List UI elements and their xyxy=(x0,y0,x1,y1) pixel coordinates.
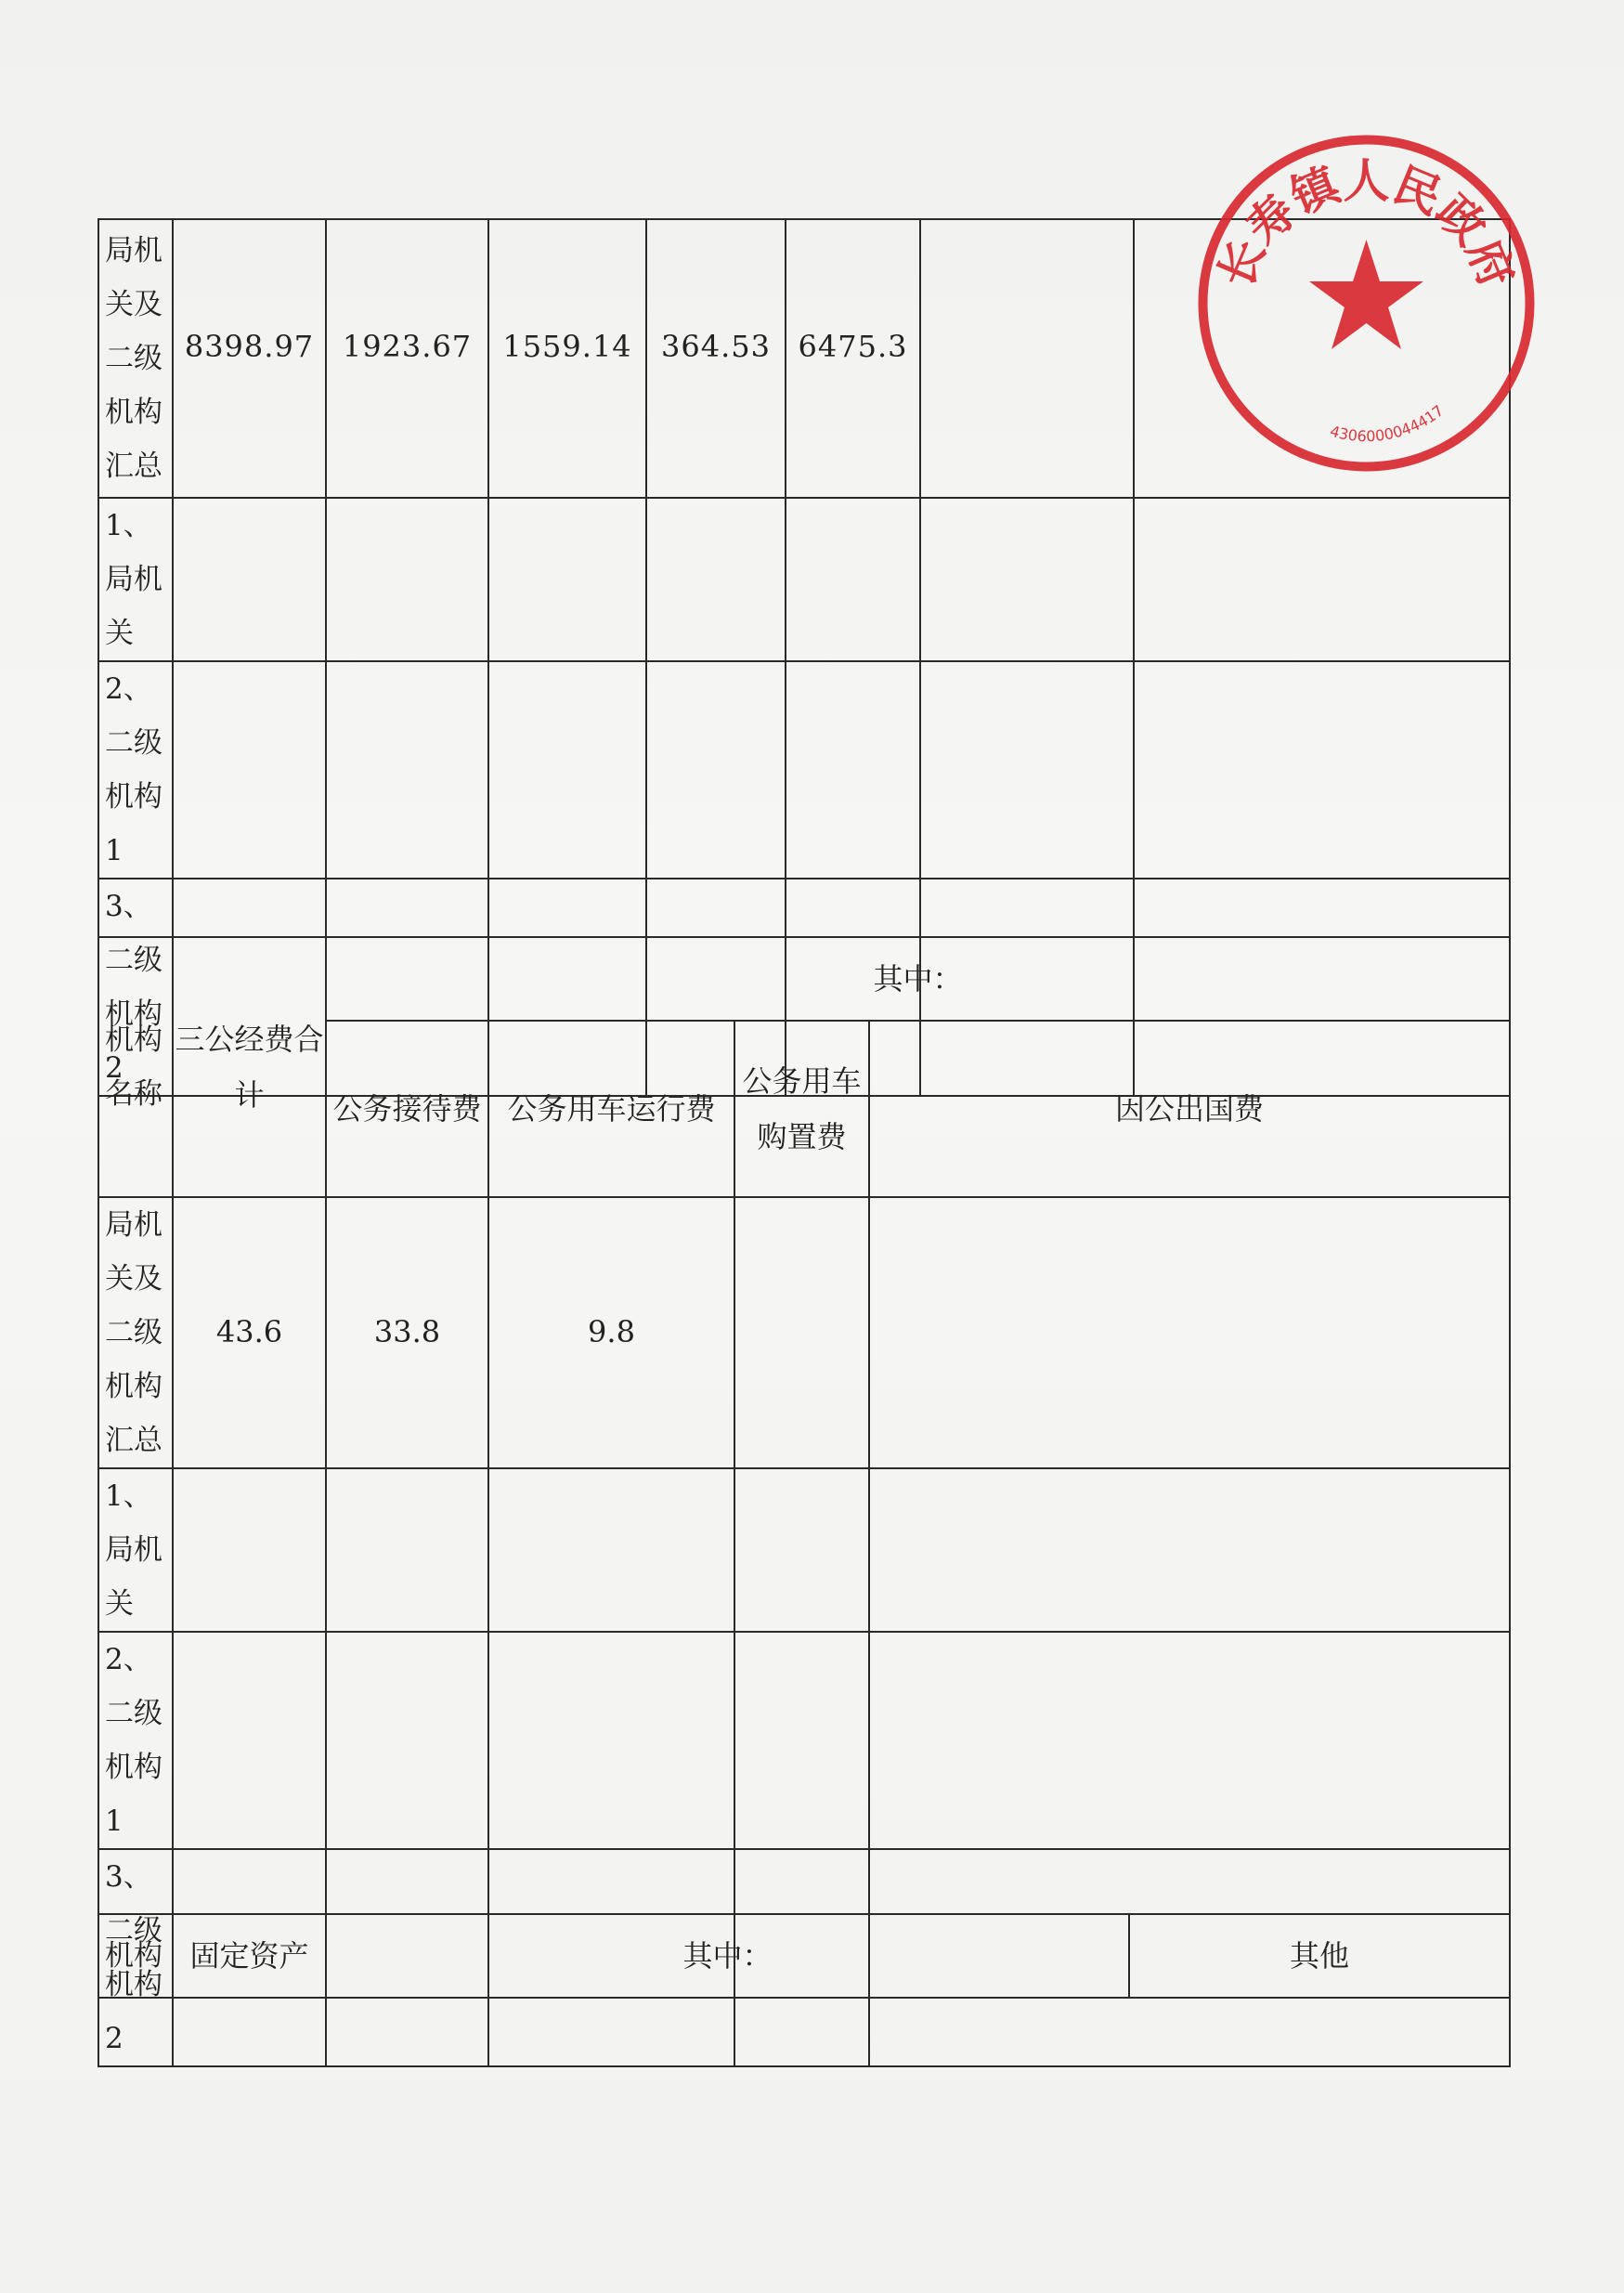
fixed-assets-header: 固定资产 xyxy=(173,1914,326,1998)
value-cell xyxy=(488,1632,734,1849)
value-cell xyxy=(1134,498,1510,661)
value-cell xyxy=(786,498,920,661)
value-cell xyxy=(173,661,326,879)
fixed-assets-table xyxy=(97,1913,1511,1999)
value-cell: 8398.97 xyxy=(173,219,326,498)
org-name-cell: 2、二级机构1 xyxy=(98,661,173,879)
value-cell xyxy=(869,1197,1510,1468)
table-row xyxy=(98,661,1510,879)
reception-header: 公务接待费 xyxy=(326,1021,488,1197)
value-cell xyxy=(326,661,488,879)
value-cell xyxy=(646,661,786,879)
table-row xyxy=(98,1197,1510,1468)
value-cell xyxy=(920,219,1134,498)
value-cell xyxy=(869,1632,1510,1849)
value-cell xyxy=(326,498,488,661)
value-cell xyxy=(920,498,1134,661)
value-cell xyxy=(734,1468,869,1632)
three-public-expenses-table xyxy=(97,936,1511,2067)
table-row xyxy=(98,1468,1510,1632)
value-cell xyxy=(646,498,786,661)
vehicle-purchase-header: 公务用车购置费 xyxy=(734,1021,869,1197)
value-cell xyxy=(920,661,1134,879)
value-cell xyxy=(326,1468,488,1632)
org-name-cell: 局机关及二级机构汇总 xyxy=(98,219,173,498)
value-cell: 6475.3 xyxy=(786,219,920,498)
other-header: 其他 xyxy=(1129,1914,1510,1998)
org-name-cell: 1、局机关 xyxy=(98,1468,173,1632)
value-cell: 1923.67 xyxy=(326,219,488,498)
overseas-header: 因公出国费 xyxy=(869,1021,1510,1197)
star-icon xyxy=(1309,240,1423,349)
total-header: 三公经费合计 xyxy=(173,937,326,1197)
org-name-cell: 1、局机关 xyxy=(98,498,173,661)
vehicle-operation-header: 公务用车运行费 xyxy=(488,1021,734,1197)
value-cell xyxy=(173,1468,326,1632)
org-name-cell: 3、二级机构2 xyxy=(98,879,173,1096)
value-cell: 33.8 xyxy=(326,1197,488,1468)
value-cell: 9.8 xyxy=(488,1197,734,1468)
value-cell xyxy=(488,498,646,661)
value-cell xyxy=(786,661,920,879)
org-name-header: 机构名称 xyxy=(98,937,173,1197)
org-name-cell: 3、二级机构2 xyxy=(98,1849,173,2066)
value-cell xyxy=(488,1468,734,1632)
table-row xyxy=(98,1632,1510,1849)
table-row xyxy=(98,498,1510,661)
of-which-header: 其中： xyxy=(326,1914,1129,1998)
seal-code: 4306000044417 xyxy=(1328,401,1448,446)
table-header-row xyxy=(98,937,1510,1021)
value-cell xyxy=(869,1468,1510,1632)
org-header: 机构 xyxy=(98,1914,173,1998)
org-name-cell: 局机关及二级机构汇总 xyxy=(98,1197,173,1468)
value-cell xyxy=(734,1632,869,1849)
value-cell xyxy=(1134,661,1510,879)
official-seal xyxy=(1196,133,1537,474)
value-cell: 43.6 xyxy=(173,1197,326,1468)
value-cell: 1559.14 xyxy=(488,219,646,498)
value-cell xyxy=(173,498,326,661)
table-header-row xyxy=(98,1914,1510,1998)
value-cell xyxy=(734,1197,869,1468)
value-cell: 364.53 xyxy=(646,219,786,498)
org-name-cell: 2、二级机构1 xyxy=(98,1632,173,1849)
value-cell xyxy=(326,1632,488,1849)
value-cell xyxy=(173,1632,326,1849)
value-cell xyxy=(488,661,646,879)
of-which-header: 其中： xyxy=(326,937,1510,1021)
seal-text: 长寿镇人民政府 xyxy=(1207,152,1526,295)
